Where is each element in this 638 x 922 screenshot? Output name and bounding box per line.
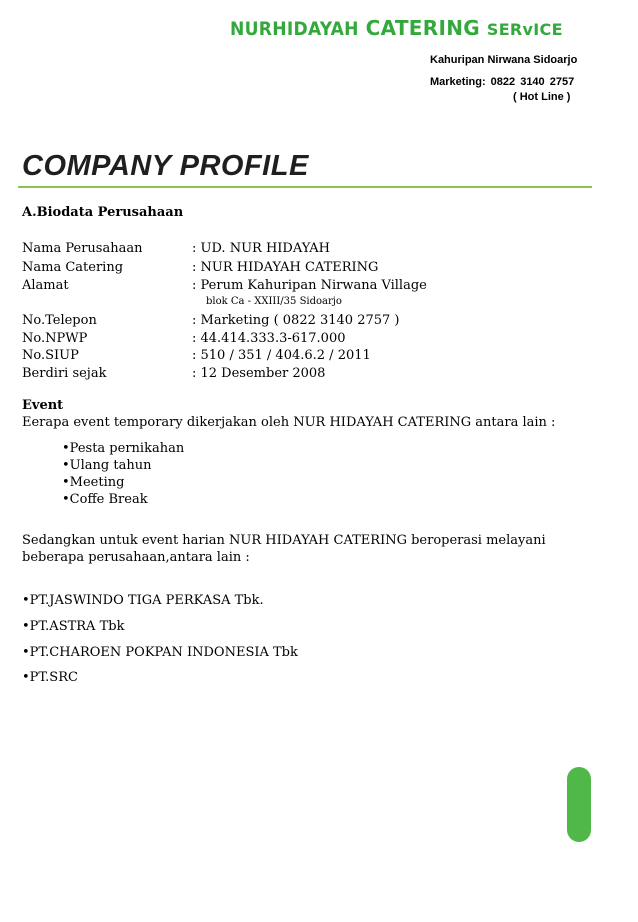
title-divider: [18, 186, 592, 188]
biodata-value: : 510 / 351 / 404.6.2 / 2011: [192, 348, 371, 363]
biodata-label: Alamat: [22, 278, 69, 293]
company-item: •PT.ASTRA Tbk: [22, 619, 125, 634]
biodata-label: Berdiri sejak: [22, 366, 107, 381]
brand-logo: [230, 16, 563, 40]
event-intro: Eerapa event temporary dikerjakan oleh NUR HIDAYAH CATERING antara lain :: [22, 415, 556, 430]
biodata-label: No.SIUP: [22, 348, 79, 363]
biodata-label: No.Telepon: [22, 313, 97, 328]
decorative-green-tab: [567, 767, 591, 842]
biodata-label: Nama Catering: [22, 260, 124, 275]
company-item: •PT.CHAROEN POKPAN INDONESIA Tbk: [22, 645, 298, 660]
company-item: •PT.SRC: [22, 670, 78, 685]
brand-service: SERvICE: [486, 20, 563, 39]
event-item: •Ulang tahun: [62, 458, 152, 473]
header-address: Kahuripan Nirwana Sidoarjo: [430, 54, 578, 66]
biodata-value: : 44.414.333.3-617.000: [192, 331, 346, 346]
event-item: •Meeting: [62, 475, 125, 490]
event-heading: Event: [22, 398, 64, 413]
biodata-value: : 12 Desember 2008: [192, 366, 326, 381]
biodata-value: : Marketing ( 0822 3140 2757 ): [192, 313, 400, 328]
page-title: COMPANY PROFILE: [22, 150, 309, 182]
event-item: •Coffe Break: [62, 492, 148, 507]
brand-name: NURHIDAYAH: [230, 18, 359, 40]
biodata-label: No.NPWP: [22, 331, 88, 346]
header-marketing: Marketing: 0822 3140 2757: [430, 76, 575, 88]
biodata-value-address-line2: blok Ca - XXIII/35 Sidoarjo: [206, 296, 342, 307]
daily-text-line1: Sedangkan untuk event harian NUR HIDAYAH CATERING beroperasi melayani: [22, 533, 546, 548]
biodata-value: : Perum Kahuripan Nirwana Village: [192, 278, 427, 293]
daily-text-line2: beberapa perusahaan,antara lain :: [22, 550, 250, 565]
company-item: •PT.JASWINDO TIGA PERKASA Tbk.: [22, 593, 264, 608]
biodata-heading: A.Biodata Perusahaan: [22, 205, 184, 220]
brand-catering: CATERING: [365, 16, 480, 40]
event-item: •Pesta pernikahan: [62, 441, 185, 456]
biodata-value: : NUR HIDAYAH CATERING: [192, 260, 379, 275]
biodata-value: : UD. NUR HIDAYAH: [192, 241, 330, 256]
biodata-label: Nama Perusahaan: [22, 241, 143, 256]
header-hotline: ( Hot Line ): [513, 91, 571, 103]
